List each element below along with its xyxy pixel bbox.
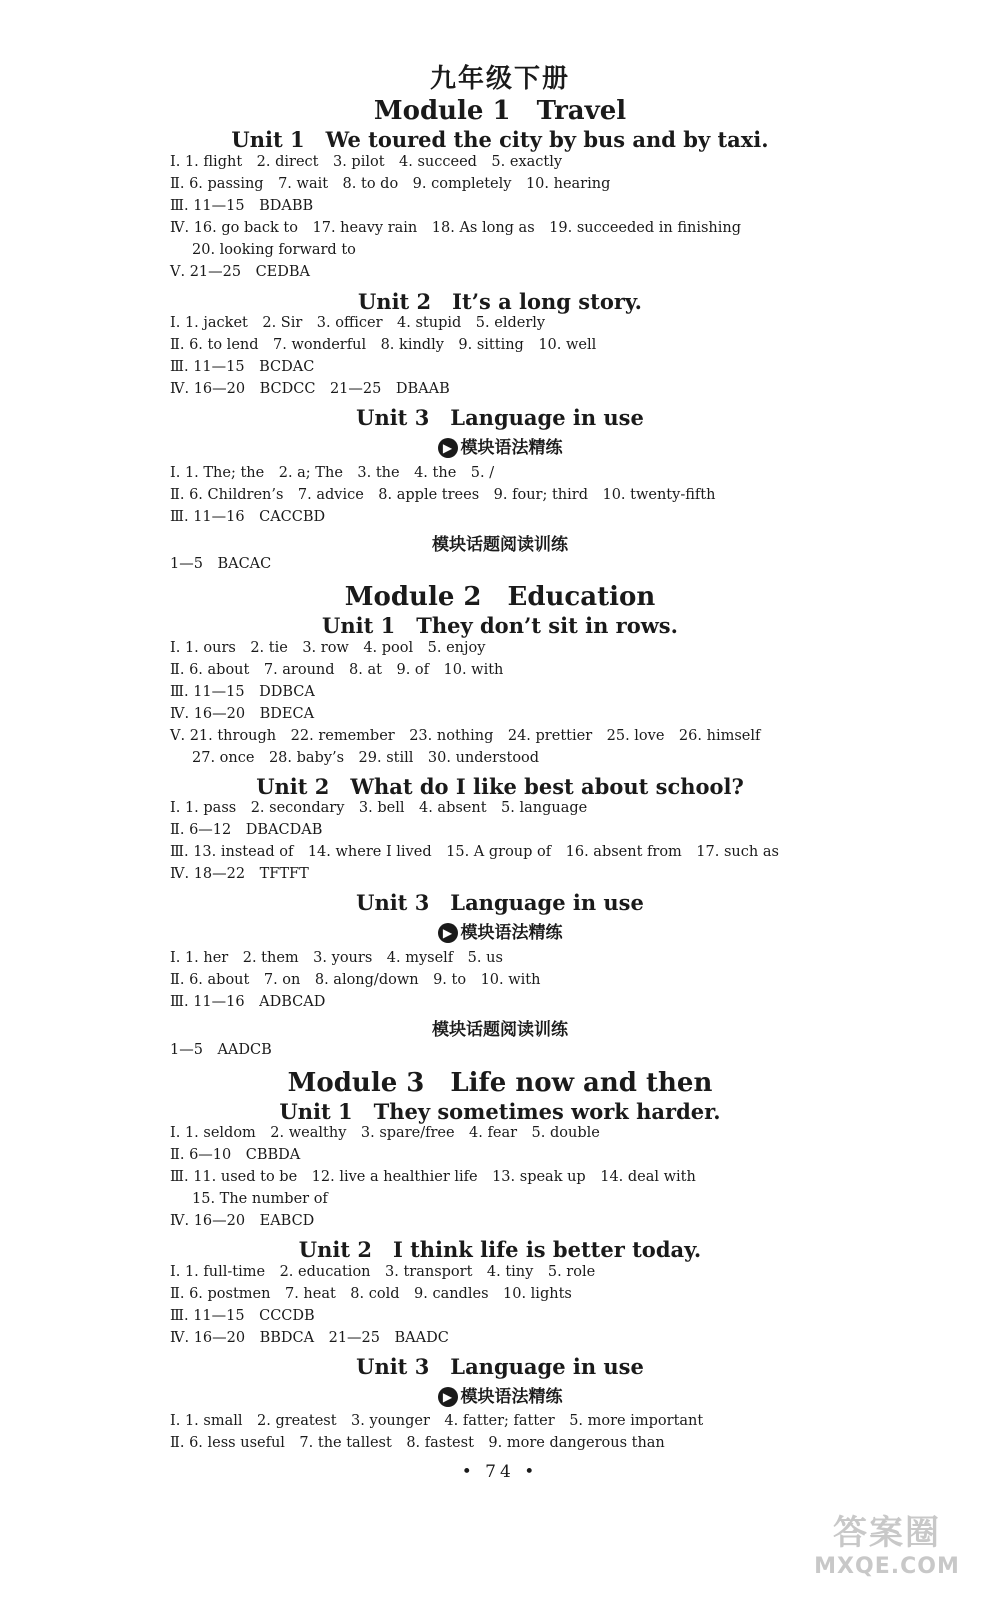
m3-unit-2-title: Unit 2 I think life is better today. (298, 1237, 702, 1262)
answer-line: Ⅳ. 16. go back to 17. heavy rain 18. As long as 19. succeeded in finishing (170, 220, 742, 236)
answer-line: Ⅱ. 6. Children’s 7. advice 8. apple trees 9. four; third 10. twenty-fifth (170, 487, 716, 503)
grade-title: 九年级下册 (429, 64, 570, 94)
grammar-practice-heading: ▶ 模块语法精练 (0, 433, 1000, 458)
watermark-logo (802, 1512, 972, 1592)
answer-line: Ⅱ. 6. about 7. on 8. along/down 9. to 10. with (170, 972, 541, 988)
answer-line: Ⅱ. 6. less useful 7. the tallest 8. fastest 9. more dangerous than (170, 1435, 665, 1451)
answer-line: Ⅰ. 1. The; the 2. a; The 3. the 4. the 5. / (170, 465, 495, 481)
answer-line: Ⅲ. 11—15 DDBCA (170, 684, 315, 700)
answer-line: Ⅳ. 18—22 TFTFT (170, 866, 309, 882)
answer-line: Ⅲ. 11—16 CACCBD (170, 509, 326, 525)
answer-line: Ⅰ. 1. ours 2. tie 3. row 4. pool 5. enjoy (170, 640, 486, 656)
answer-line: Ⅱ. 6. passing 7. wait 8. to do 9. completely 10. hearing (170, 176, 611, 192)
watermark-logo-text: 答案圈 (833, 1513, 941, 1553)
m1-unit-2-title: Unit 2 It’s a long story. (357, 289, 642, 314)
answer-line: Ⅰ. 1. flight 2. direct 3. pilot 4. succeed 5. exactly (170, 154, 563, 170)
answer-line: 20. looking forward to (192, 242, 356, 258)
m1-unit-1-title: Unit 1 We toured the city by bus and by taxi. (231, 127, 769, 152)
answer-line: Ⅲ. 13. instead of 14. where I lived 15. A group of 16. absent from 17. such as (170, 844, 779, 860)
answer-line: Ⅴ. 21. through 22. remember 23. nothing 24. prettier 25. love 26. himself (170, 728, 761, 744)
page-number: • 74 • (461, 1462, 539, 1482)
answer-line: Ⅲ. 11—15 BCDAC (170, 359, 315, 375)
answer-line: 27. once 28. baby’s 29. still 30. understood (192, 750, 540, 766)
answer-line: Ⅱ. 6. postmen 7. heat 8. cold 9. candles 10. lights (170, 1286, 572, 1302)
reading-practice-heading: 模块话题阅读训练 (432, 1020, 568, 1040)
answer-line: Ⅰ. 1. pass 2. secondary 3. bell 4. absent 5. language (170, 800, 588, 816)
answer-line: 1—5 AADCB (170, 1042, 272, 1058)
answer-line: Ⅱ. 6—10 CBBDA (170, 1147, 301, 1163)
grammar-practice-heading: ▶ 模块语法精练 (0, 918, 1000, 943)
answer-line: Ⅰ. 1. small 2. greatest 3. younger 4. fatter; fatter 5. more important (170, 1413, 704, 1429)
answer-line: Ⅳ. 16—20 BCDCC 21—25 DBAAB (170, 381, 450, 397)
answer-line: Ⅴ. 21—25 CEDBA (170, 264, 311, 280)
play-arrow-circle-icon: ▶ (438, 923, 458, 943)
m3-unit-1-title: Unit 1 They sometimes work harder. (279, 1099, 721, 1124)
reading-practice-heading: 模块话题阅读训练 (432, 535, 568, 555)
play-arrow-circle-icon: ▶ (438, 438, 458, 458)
m2-unit-1-title: Unit 1 They don’t sit in rows. (322, 613, 678, 638)
play-arrow-circle-icon: ▶ (438, 1387, 458, 1407)
answer-line: Ⅱ. 6. about 7. around 8. at 9. of 10. with (170, 662, 504, 678)
answer-line: Ⅳ. 16—20 EABCD (170, 1213, 315, 1229)
m2-unit-3-title: Unit 3 Language in use (356, 890, 644, 915)
grammar-practice-heading: ▶ 模块语法精练 (0, 1382, 1000, 1407)
answer-line: Ⅰ. 1. full-time 2. education 3. transport 4. tiny 5. role (170, 1264, 596, 1280)
answer-line: Ⅰ. 1. her 2. them 3. yours 4. myself 5. us (170, 950, 503, 966)
answer-line: Ⅲ. 11—16 ADBCAD (170, 994, 326, 1010)
m1-unit-3-title: Unit 3 Language in use (356, 405, 644, 430)
answer-line: Ⅳ. 16—20 BDECA (170, 706, 315, 722)
answer-line: Ⅰ. 1. seldom 2. wealthy 3. spare/free 4. fear 5. double (170, 1125, 600, 1141)
m3-unit-3-title: Unit 3 Language in use (356, 1354, 644, 1379)
answer-line: Ⅱ. 6—12 DBACDAB (170, 822, 323, 838)
answer-line: Ⅲ. 11—15 BDABB (170, 198, 314, 214)
answer-line: Ⅳ. 16—20 BBDCA 21—25 BAADC (170, 1330, 449, 1346)
m2-unit-2-title: Unit 2 What do I like best about school? (256, 774, 744, 799)
answer-line: Ⅲ. 11. used to be 12. live a healthier life 13. speak up 14. deal with (170, 1169, 696, 1185)
answer-line: Ⅰ. 1. jacket 2. Sir 3. officer 4. stupid 5. elderly (170, 315, 546, 331)
watermark-site-text: MXQE.COM (814, 1554, 960, 1579)
module-3-title: Module 3 Life now and then (287, 1068, 713, 1098)
answer-line: 15. The number of (192, 1191, 328, 1207)
module-1-title: Module 1 Travel (373, 96, 627, 126)
module-2-title: Module 2 Education (344, 582, 656, 612)
answer-line: Ⅲ. 11—15 CCCDB (170, 1308, 315, 1324)
answer-line: Ⅱ. 6. to lend 7. wonderful 8. kindly 9. sitting 10. well (170, 337, 597, 353)
answer-line: 1—5 BACAC (170, 556, 272, 572)
